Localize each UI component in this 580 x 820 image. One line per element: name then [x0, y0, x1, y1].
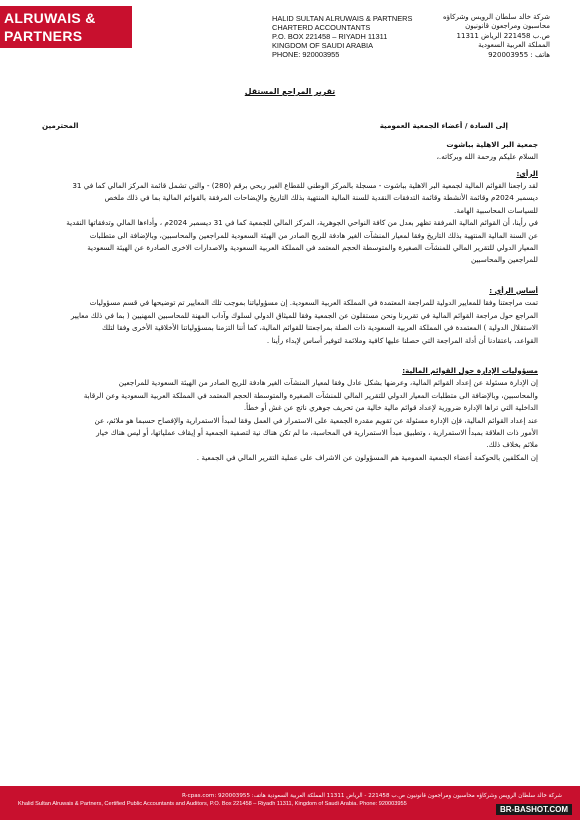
footer-arabic: شركة خالد سلطان الرويس وشركاؤه محاسبون ومراجعون قانونيون ص.ب 221458 - الرياض 11311 المملكة العربية السعودية هاتف: 920003955 :R-cpas.com [181, 793, 562, 799]
header-ar-line: شركة خالد سلطان الرويس وشركاؤه [443, 13, 550, 21]
text-line: ديسمبر 2024م وقائمة الأنشطة وقائمة التدفقات النقدية للسنة المالية المنتهية بذلك التاريخ والإيضاحات المرفقة بالقوائم المالية بما في ذلك ملخص [104, 193, 538, 203]
text-line: والمحاسبين، وبالإضافة الى متطلبات المعيار الدولي للتقرير المالي للمنشآت الصغيرة والمتوسطة الحجم المعتمد في المملكة العربية السعودية وعن الرقابة [83, 390, 538, 400]
addressee-row [42, 120, 538, 132]
header-arabic [443, 13, 550, 60]
opinion-paragraph-1 [42, 180, 538, 217]
header-ar-line: هاتف : 920003955 [488, 50, 550, 59]
header-en-line: PHONE: 920003955 [272, 50, 340, 59]
text-line: القواعد، باعتقادنا أن أدلة المراجعة التي حصلنا عليها كافية وملائمة لتوفير أساس لإبداء رأينا . [266, 335, 538, 345]
logo-line-1: ALRUWAIS & [4, 10, 96, 26]
addressee: إلى السادة / أعضاء الجمعية العمومية [379, 121, 508, 131]
text-line: عند إعداد القوائم المالية، فإن الإدارة مسئولة عن تقويم مقدرة الجمعية على الاستمرار في العمل وفقا لمبدأ الاستمرارية والإفصاح حسبما هو ملائم، عن [94, 415, 538, 425]
basis-heading: أساس الرأي : [489, 285, 538, 295]
header-ar-line: ص.ب 221458 الرياض 11311 [456, 31, 550, 40]
text-line: عن السنة المالية المنتهية بذلك التاريخ وفقا لمعيار المنشآت الغير هادفة للربح الصادر من الهيئة السعودية للمراجعين والمحاسبين، وبالإضافة الى متطلبات [89, 230, 538, 240]
text-line: ملائم بخلاف ذلك. [486, 440, 538, 450]
company-logo [0, 6, 132, 48]
site-watermark: BR-BASHOT.COM [496, 804, 572, 815]
header-ar-line: المملكة العربية السعودية [478, 41, 550, 50]
responsibilities-paragraph-2 [42, 415, 538, 452]
responsibilities-paragraph-1 [42, 377, 538, 414]
text-line: الداخلية التي تراها الإدارة ضرورية لإعداد قوائم مالية خالية من تحريف جوهري ناتج عن غش أو خطأ. [243, 403, 538, 413]
responsibilities-paragraph-3 [42, 452, 538, 464]
header-english [272, 14, 412, 59]
text-line: للسياسات المحاسبية الهامة. [454, 205, 538, 215]
header-en-line: HALID SULTAN ALRUWAIS & PARTNERS [272, 14, 413, 23]
report-body [42, 86, 538, 464]
text-line: إن الإدارة مسئولة عن إعداد القوائم المالية، وعرضها بشكل عادل وفقا لمعيار المنشآت الغير هادفة للربح الصادر من الهيئة السعودية للمراجعين [118, 378, 538, 388]
text-line: المراجع حول مراجعة القوائم المالية في تقريرنا ونحن مستقلون عن الجمعية وفقا للميثاق الدولي لسلوك وآداب المهنة للمحاسبين المهنيين ( بما في ذلك معايير [70, 310, 538, 320]
logo-line-2: PARTNERS [4, 28, 83, 44]
text-line: لقد راجعنا القوائم المالية لجمعية البر الاهلية بباشوت - مسجلة بالمركز الوطني للقطاع الغير ربحي برقم (280) - والتي تشمل قائمة المركز المالي كما في 31 [72, 181, 538, 191]
text-line: الأمور ذات العلاقة بمبدأ الاستمرارية ، وتطبيق مبدأ الاستمرارية في المحاسبة، ما لم تكن هناك نية لتصفية الجمعية أو إيقاف عملياتها، أو ليس هناك خيار [96, 427, 538, 437]
responsibilities-heading: مسؤوليات الإدارة حول القوائم المالية: [402, 365, 538, 375]
respect-salutation: المحترمين [42, 121, 79, 131]
text-line: المعيار الدولي للتقرير المالي للمنشآت الصغيرة والمتوسطة الحجم المعتمد في المملكة العربية السعودية والاصدارات الاخرى الصادرة عن الهيئة السعودية [87, 243, 538, 253]
header-en-line: KINGDOM OF SAUDI ARABIA [272, 41, 374, 50]
association-name: جمعية البر الاهلية بباشوت [446, 139, 538, 149]
page-footer [0, 786, 580, 820]
opinion-heading: الرأي: [516, 168, 538, 178]
basis-paragraph [42, 297, 538, 347]
text-line: إن المكلفين بالحوكمة أعضاء الجمعية العمومية هم المسؤولون عن الاشراف على عملية التقرير المالي في الجمعية . [196, 452, 538, 462]
text-line: الاستقلال الدولية ) المعتمدة في المملكة العربية السعودية ذات الصلة بمراجعتنا للقوائم المالية، كما أننا التزمنا بمسؤولياتنا الأخلاقية الأخرى وفقا لتلك [101, 323, 538, 333]
header-en-line: P.O. BOX 221458 – RIYADH 11311 [272, 32, 388, 41]
greeting: السلام عليكم ورحمة الله وبركاته.، [436, 152, 538, 162]
header-en-line: CHARTERD ACCOUNTANTS [272, 23, 371, 32]
report-title: تقرير المراجع المستقل [244, 87, 336, 96]
header-ar-line: محاسبون ومراجعون قانونيون [465, 22, 550, 31]
footer-english: Khalid Sultan Alruwais & Partners, Certified Public Accountants and Auditors, P.O. Box 221458 – Riyadh 11311, Kingdom of Saudi Arabia. Phone: 920003955 [18, 801, 407, 807]
text-line: في رأينا، أن القوائم المالية المرفقة تظهر بعدل من كافة النواحي الجوهرية، المركز المالي للجمعية كما في 31 ديسمبر 2024م ، وأداءها المالي وتدفقاتها النقدية [66, 218, 538, 228]
opinion-paragraph-2 [42, 217, 538, 267]
text-line: تمت مراجعتنا وفقا للمعايير الدولية للمراجعة المعتمدة في المملكة العربية السعودية. إن مسؤولياتنا بموجب تلك المعايير تم توضيحها في قسم مسؤوليات [89, 298, 538, 308]
text-line: للمراجعين والمحاسبين [471, 255, 538, 265]
